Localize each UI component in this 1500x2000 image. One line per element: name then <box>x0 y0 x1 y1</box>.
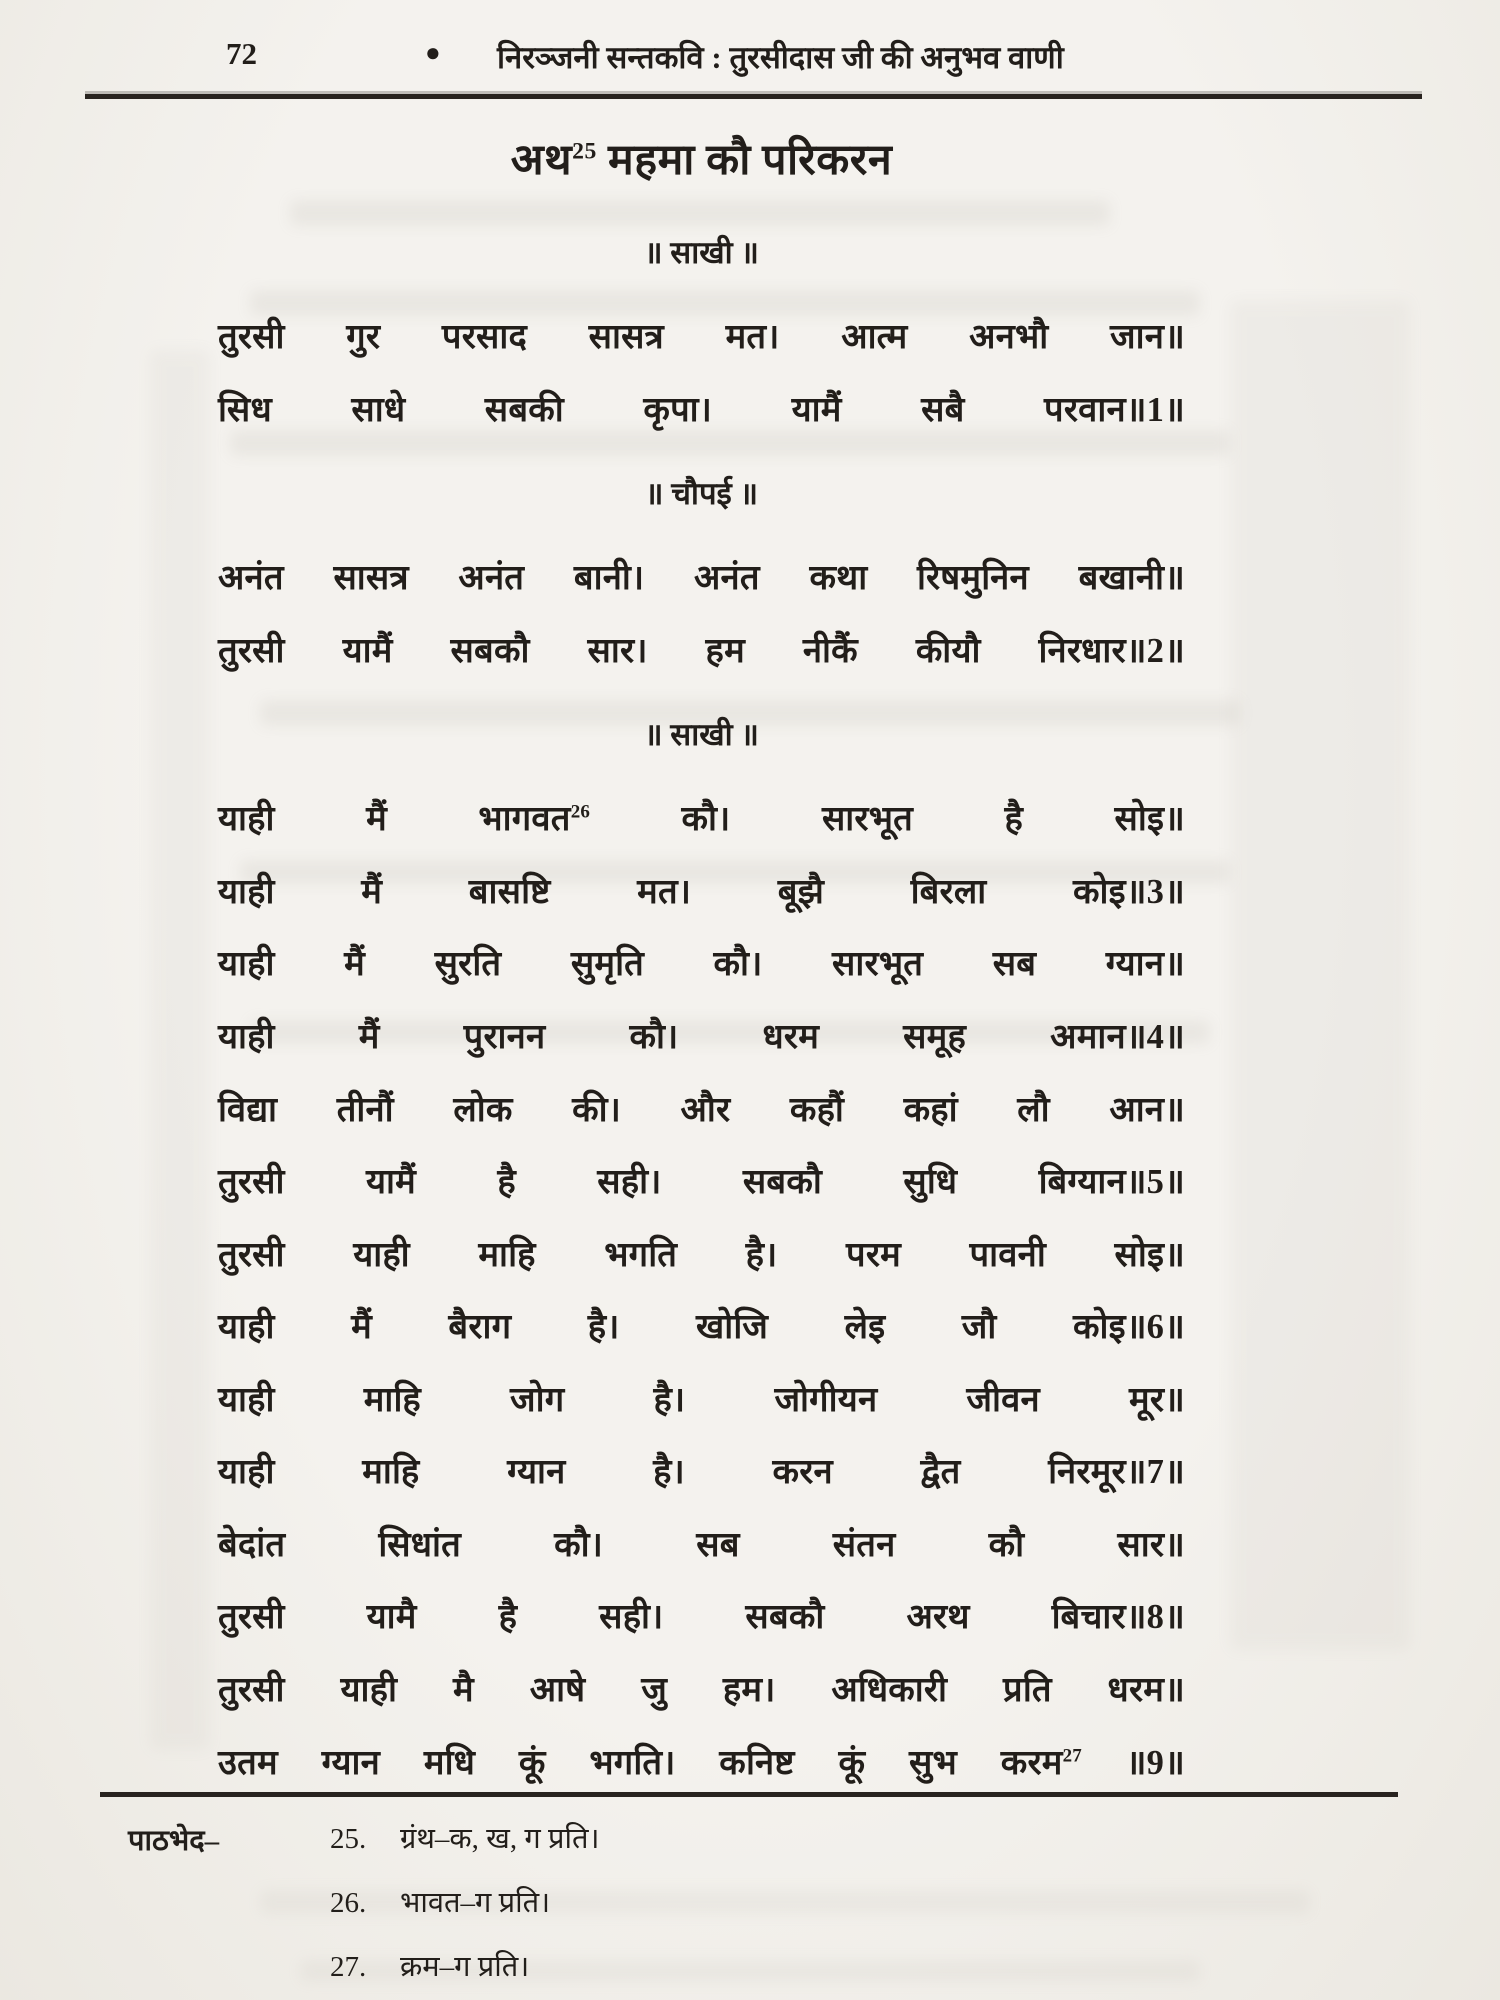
section-heading: ॥ चौपई ॥ <box>644 476 759 512</box>
bullet-icon: ● <box>425 38 441 67</box>
footnote-rows <box>330 1818 600 2000</box>
verse-line: याही मैं भागवत$^{26}$ कौ। सारभूत है सोइ॥ <box>218 800 1186 839</box>
verse-line: बेदांत सिधांत कौ। सब संतन कौ सार॥ <box>218 1525 1185 1564</box>
footnote-row <box>330 1818 600 1882</box>
verse-line: याही मैं पुरानन कौ। धरम समूह अमान॥4॥ <box>218 1017 1185 1056</box>
chapter-title: अथ$^{25}$ महमा कौ परिकरन <box>510 137 893 184</box>
footnote-row <box>330 1882 600 1946</box>
section-heading: ॥ साखी ॥ <box>643 717 759 753</box>
footnote-text: भावत–ग प्रति। <box>400 1887 551 1919</box>
page-number: 72 <box>226 36 257 71</box>
bleed-through-artifact <box>150 350 210 1750</box>
footnotes-label: पाठभेद– <box>128 1825 220 1857</box>
footnote-row <box>330 1946 600 2000</box>
page-content <box>218 108 1185 1817</box>
verse-line: तुरसी यामै है सही। सबकौ अरथ बिचार॥8॥ <box>218 1598 1185 1637</box>
footnote-number: 26. <box>330 1887 367 1919</box>
verse-line: तुरसी यामैं है सही। सबकौ सुधि बिग्यान॥5॥ <box>218 1163 1185 1202</box>
verse-line: अनंत सासत्र अनंत बानी। अनंत कथा रिषमुनिन बखानी॥ <box>218 559 1185 598</box>
footnote-text: क्रम–ग प्रति। <box>400 1951 530 1983</box>
verse-line: याही मैं बासष्टि मत। बूझै बिरला कोइ॥3॥ <box>218 872 1185 911</box>
page-header <box>0 36 1500 84</box>
verse-line: तुरसी गुर परसाद सासत्र मत। आत्म अनभौ जान॥ <box>218 318 1185 356</box>
verse-line: उतम ग्यान मधि कूं भगति। कनिष्ट कूं सुभ करम$^{27}$ ॥9॥ <box>218 1743 1185 1782</box>
verse-line: याही माहि ग्यान है। करन द्वैत निरमूर॥7॥ <box>218 1453 1185 1492</box>
verse-line: याही मैं सुरति सुमृति कौ। सारभूत सब ग्यान॥ <box>218 945 1185 984</box>
header-rule <box>85 94 1422 99</box>
verse-line: तुरसी याही मै आषे जु हम। अधिकारी प्रति धरम॥ <box>218 1671 1185 1709</box>
verse-line: विद्या तीनौं लोक की। और कहौं कहां लौ आन॥ <box>218 1090 1185 1129</box>
footnote-rule <box>100 1792 1398 1797</box>
bleed-through-artifact <box>1230 300 1410 1650</box>
verse-line: सिध साधे सबकी कृपा। यामैं सबै परवान॥1॥ <box>218 390 1185 429</box>
footnote-number: 25. <box>330 1823 367 1855</box>
footnote-text: ग्रंथ–क, ख, ग प्रति। <box>400 1823 600 1855</box>
footnote-number: 27. <box>330 1951 367 1983</box>
verse-line: याही माहि जोग है। जोगीयन जीवन मूर॥ <box>218 1380 1185 1419</box>
verse-line: याही मैं बैराग है। खोजि लेइ जौ कोइ॥6॥ <box>218 1308 1185 1347</box>
running-title: निरञ्जनी सन्तकवि : तुरसीदास जी की अनुभव वाणी <box>497 40 1064 75</box>
section-heading: ॥ साखी ॥ <box>643 235 759 270</box>
verse-line: तुरसी याही माहि भगति है। परम पावनी सोइ॥ <box>218 1235 1185 1274</box>
verse-sections <box>218 231 1185 1781</box>
verse-line: तुरसी यामैं सबकौ सार। हम नीकैं कीयौ निरधार॥2॥ <box>218 631 1185 670</box>
